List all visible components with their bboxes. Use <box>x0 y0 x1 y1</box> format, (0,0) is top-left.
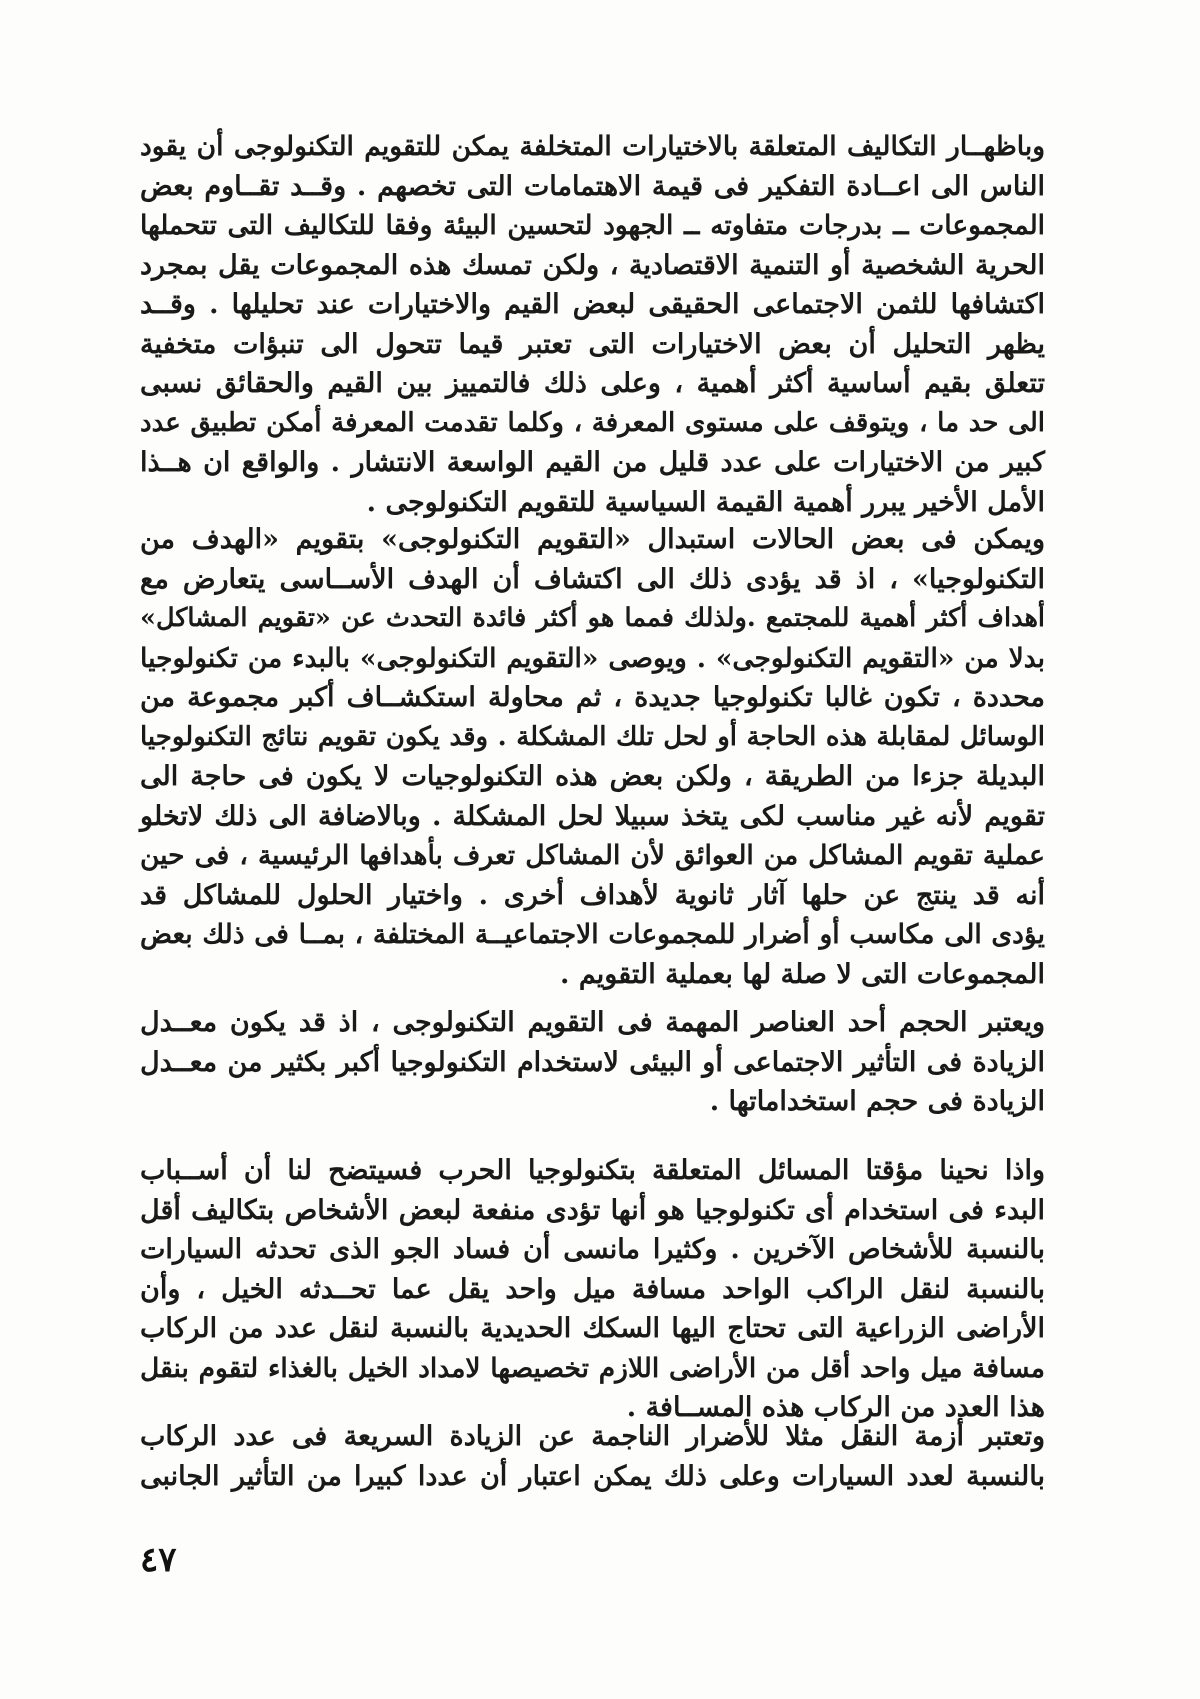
text-line: أنه قد ينتج عن حلها آثار ثانوية لأهداف أخرى . واختيار الحلول للمشاكل قد <box>140 879 1045 911</box>
text-line: الأراضى الزراعية التى تحتاج اليها السكك الحديدية بالنسبة لنقل عدد من الركاب <box>140 1313 1045 1344</box>
text-line: الوسائل لمقابلة هذه الحاجة أو لحل تلك المشكلة . وقد يكون تقويم نتائج التكنولوجيا <box>140 721 1045 752</box>
text-line: بالنسبة لنقل الراكب الواحد مسافة ميل واحد يقل عما تحــدثه الخيل ، وأن <box>140 1273 1045 1305</box>
text-line: التكنولوجيا» ، اذ قد يؤدى ذلك الى اكتشاف أن الهدف الأســاسى يتعارض مع <box>140 563 1045 595</box>
text-line: بالنسبة للأشخاص الآخرين . وكثيرا مانسى أن فساد الجو الذى تحدثه السيارات <box>140 1234 1045 1265</box>
text-line: الزيادة فى التأثير الاجتماعى أو البيئى لاستخدام التكنولوجيا أكبر بكثير من معــدل <box>140 1046 1045 1078</box>
page-number: ٤٧ <box>140 1540 177 1580</box>
text-line: الزيادة فى حجم استخداماتها . <box>709 1086 1045 1117</box>
paragraph-2 <box>140 520 1045 994</box>
paragraph-4 <box>140 1151 1045 1428</box>
text-line: وتعتبر أزمة النقل مثلا للأضرار الناجمة عن الزيادة السريعة فى عدد الركاب <box>140 1421 1045 1452</box>
text-line: هذا العدد من الركاب هذه المســافة . <box>626 1392 1045 1423</box>
text-line: البدء فى استخدام أى تكنولوجيا هو أنها تؤدى منفعة لبعض الأشخاص بتكاليف أقل <box>140 1194 1045 1226</box>
text-line: المجموعات التى لا صلة لها بعملية التقويم . <box>560 958 1045 990</box>
text-line: الناس الى اعــادة التفكير فى قيمة الاهتمامات التى تخصهم . وقــد تقــاوم بعض <box>140 170 1045 202</box>
text-line: الى حد ما ، ويتوقف على مستوى المعرفة ، وكلما تقدمت المعرفة أمكن تطبيق عدد <box>140 407 1045 438</box>
text-line: البديلة جزءا من الطريقة ، ولكن بعض هذه التكنولوجيات لا يكون فى حاجة الى <box>140 761 1045 792</box>
text-line: محددة ، تكون غالبا تكنولوجيا جديدة ، ثم محاولة استكشــاف أكبر مجموعة من <box>140 682 1045 713</box>
text-line: تقويم لأنه غير مناسب لكى يتخذ سبيلا لحل المشكلة . وبالاضافة الى ذلك لاتخلو <box>140 800 1045 832</box>
text-line: ويمكن فى بعض الحالات استبدال «التقويم التكنولوجى» بتقويم «الهدف من <box>140 524 1045 555</box>
paragraph-3 <box>140 1003 1045 1122</box>
text-line: يظهر التحليل أن بعض الاختيارات التى تعتبر قيما تتحول الى تنبؤات متخفية <box>140 328 1045 360</box>
text-line: كبير من الاختيارات على عدد قليل من القيم الواسعة الانتشار . والواقع ان هــذا <box>140 447 1045 478</box>
text-line: ويعتبر الحجم أحد العناصر المهمة فى التقويم التكنولوجى ، اذ قد يكون معــدل <box>140 1007 1045 1038</box>
text-line: تتعلق بقيم أساسية أكثر أهمية ، وعلى ذلك فالتمييز بين القيم والحقائق نسبى <box>140 368 1045 399</box>
text-line: المجموعات ــ بدرجات متفاوته ــ الجهود لتحسين البيئة وفقا للتكاليف التى تتحملها <box>140 210 1045 241</box>
text-line: الحرية الشخصية أو التنمية الاقتصادية ، ولكن تمسك هذه المجموعات يقل بمجرد <box>140 249 1045 281</box>
text-line: واذا نحينا مؤقتا المسائل المتعلقة بتكنولوجيا الحرب فسيتضح لنا أن أســباب <box>140 1155 1045 1186</box>
text-line: عملية تقويم المشاكل من العوائق لأن المشاكل تعرف بأهدافها الرئيسية ، فى حين <box>140 840 1045 871</box>
text-line: وباظهــار التكاليف المتعلقة بالاختيارات المتخلفة يمكن للتقويم التكنولوجى أن يقود <box>140 131 1045 162</box>
text-line: مسافة ميل واحد أقل من الأراضى اللازم تخصيصها لامداد الخيل بالغذاء لتقوم بنقل <box>140 1352 1045 1384</box>
text-line: اكتشافها للثمن الاجتماعى الحقيقى لبعض القيم والاختيارات عند تحليلها . وقــد <box>140 289 1045 320</box>
text-line: يؤدى الى مكاسب أو أضرار للمجموعات الاجتماعيــة المختلفة ، بمــا فى ذلك بعض <box>140 919 1045 950</box>
text-line: الأمل الأخير يبرر أهمية القيمة السياسية للتقويم التكنولوجى . <box>366 486 1045 518</box>
paragraph-5 <box>140 1417 1045 1496</box>
paragraph-1 <box>140 127 1045 522</box>
text-line: بدلا من «التقويم التكنولوجى» . ويوصى «التقويم التكنولوجى» بالبدء من تكنولوجيا <box>140 642 1045 674</box>
text-line: أهداف أكثر أهمية للمجتمع .ولذلك فمما هو أكثر فائدة التحدث عن «تقويم المشاكل» <box>140 603 1045 633</box>
text-line: بالنسبة لعدد السيارات وعلى ذلك يمكن اعتبار أن عددا كبيرا من التأثير الجانبى <box>140 1460 1045 1492</box>
